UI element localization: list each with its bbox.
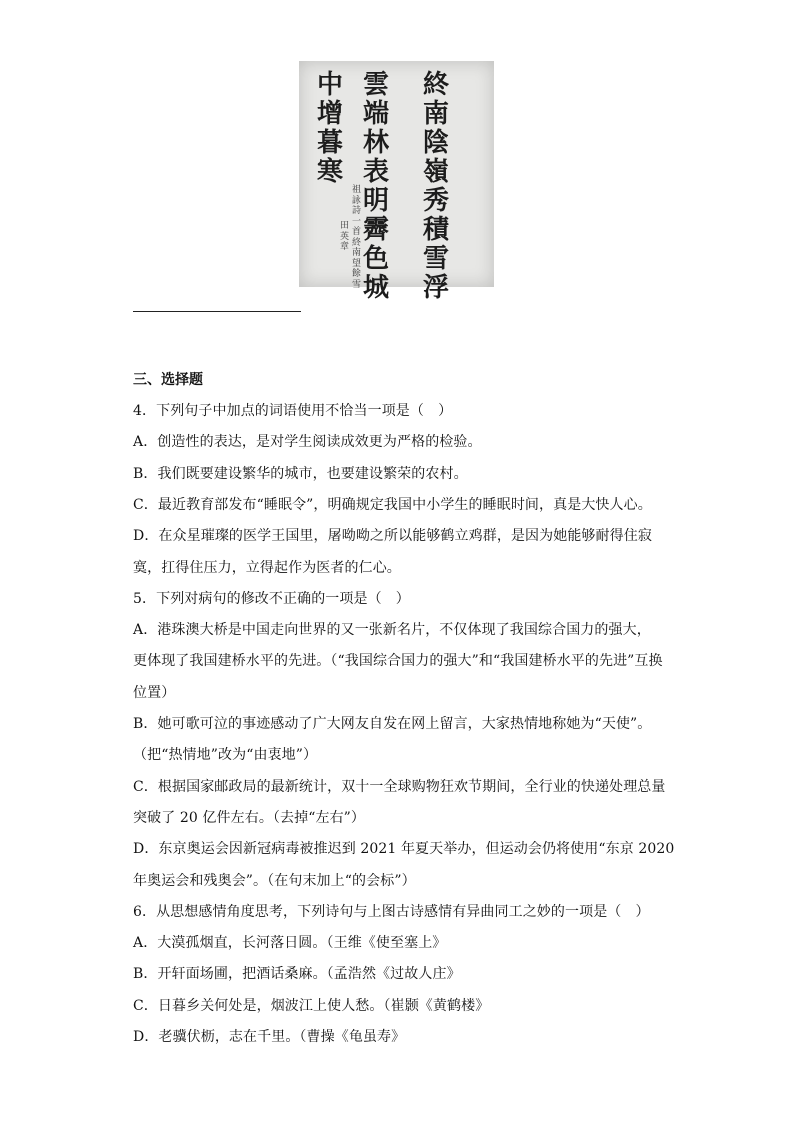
calligraphy-glyph: 雪	[422, 244, 449, 274]
text-line: B．开轩面场圃，把酒话桑麻。（孟浩然《过故人庄》	[133, 966, 461, 983]
text-line: C．根据国家邮政局的最新统计，双十一全球购物狂欢节期间，全行业的快递处理总量	[133, 778, 666, 795]
text-line: 年奥运会和残奥会”。（在句末加上“的会标”）	[133, 872, 416, 889]
calligraphy-glyph: 端	[362, 99, 389, 129]
calligraphy-glyph: 表	[362, 157, 389, 187]
text-line: D．东京奥运会因新冠病毒被推迟到 2021 年夏天举办，但运动会仍将使用“东京 2020	[133, 841, 675, 858]
text-line: C．最近教育部发布“睡眠令”，明确规定我国中小学生的睡眠时间，真是大快人心。	[133, 496, 652, 513]
signature-glyph: 詠	[351, 195, 361, 206]
calligraphy-glyph: 寒	[316, 157, 343, 187]
calligraphy-glyph: 秀	[422, 186, 449, 216]
text-line: 寞，扛得住压力，立得起作为医者的仁心。	[133, 559, 401, 576]
text-line: 突破了 20 亿件左右。（去掉“左右”）	[133, 809, 366, 826]
calligraphy-glyph: 中	[316, 70, 343, 100]
calligraphy-column-1	[421, 71, 451, 303]
calligraphy-column-2	[361, 71, 391, 303]
text-line: B．她可歌可泣的事迹感动了广大网友自发在网上留言，大家热情地称她为“天使”。	[133, 716, 652, 732]
signature-glyph: 英	[339, 231, 349, 242]
signature-glyph: 雪	[351, 279, 361, 290]
section-title: 三、选择题	[133, 372, 203, 388]
text-line: 4．下列句子中加点的词语使用不恰当一项是（ ）	[133, 403, 453, 419]
text-line: 5．下列对病句的修改不正确的一项是（ ）	[133, 590, 410, 607]
answer-blank-line	[133, 311, 301, 312]
text-line: 位置）	[133, 684, 176, 701]
calligraphy-glyph: 色	[362, 244, 389, 274]
text-line: 6．从思想感情角度思考，下列诗句与上图古诗感情有异曲同工之妙的一项是（ ）	[133, 903, 650, 920]
text-line: A．创造性的表达，是对学生阅读成效更为严格的检验。	[133, 434, 482, 451]
signature-glyph: 一	[351, 216, 361, 227]
signature-glyph: 終	[351, 237, 361, 248]
calligraphy-glyph: 終	[422, 70, 449, 100]
signature-glyph: 首	[351, 227, 361, 237]
calligraphy-glyph: 明	[362, 186, 389, 216]
calligraphy-image	[299, 61, 494, 303]
signature-glyph: 餘	[351, 269, 361, 279]
calligraphy-glyph: 浮	[422, 273, 449, 303]
signature-glyph: 章	[339, 242, 349, 252]
calligraphy-glyph: 雲	[362, 70, 389, 100]
text-line: D．老骥伏枥，志在千里。（曹操《龟虽寿》	[133, 1029, 406, 1045]
text-line: D．在众星璀璨的医学王国里，屠呦呦之所以能够鹤立鸡群，是因为她能够耐得住寂	[133, 528, 652, 545]
text-line: A．大漠孤烟直，长河落日圆。（王维《使至塞上》	[133, 935, 447, 952]
calligraphy-glyph: 陰	[422, 128, 449, 158]
calligraphy-glyph: 南	[422, 99, 449, 129]
calligraphy-glyph: 暮	[316, 128, 343, 158]
calligraphy-glyph: 積	[422, 215, 449, 245]
signature-glyph: 田	[339, 221, 349, 231]
text-line: （把“热情地”改为“由衷地”）	[133, 747, 318, 764]
calligraphy-column-3	[315, 71, 345, 187]
text-line: 更体现了我国建桥水平的先进。（“我国综合国力的强大”和“我国建桥水平的先进”互换	[133, 653, 663, 670]
calligraphy-glyph: 林	[362, 128, 389, 158]
signature-glyph: 詩	[351, 206, 361, 216]
signature-glyph: 祖	[351, 185, 361, 195]
text-line: A．港珠澳大桥是中国走向世界的又一张新名片，不仅体现了我国综合国力的强大，	[133, 622, 651, 639]
signature-glyph: 望	[351, 258, 361, 269]
text-line: B．我们既要建设繁华的城市，也要建设繁荣的农村。	[133, 465, 468, 482]
calligraphy-glyph: 城	[362, 273, 389, 303]
calligraphy-glyph: 霽	[362, 215, 389, 245]
calligraphy-signature-author	[339, 221, 350, 253]
calligraphy-glyph: 增	[316, 99, 343, 129]
calligraphy-signature-poem	[351, 185, 362, 290]
text-line: C．日暮乡关何处是，烟波江上使人愁。（崔颢《黄鹤楼》	[133, 997, 490, 1014]
signature-glyph: 南	[351, 248, 361, 258]
calligraphy-glyph: 嶺	[422, 157, 449, 187]
